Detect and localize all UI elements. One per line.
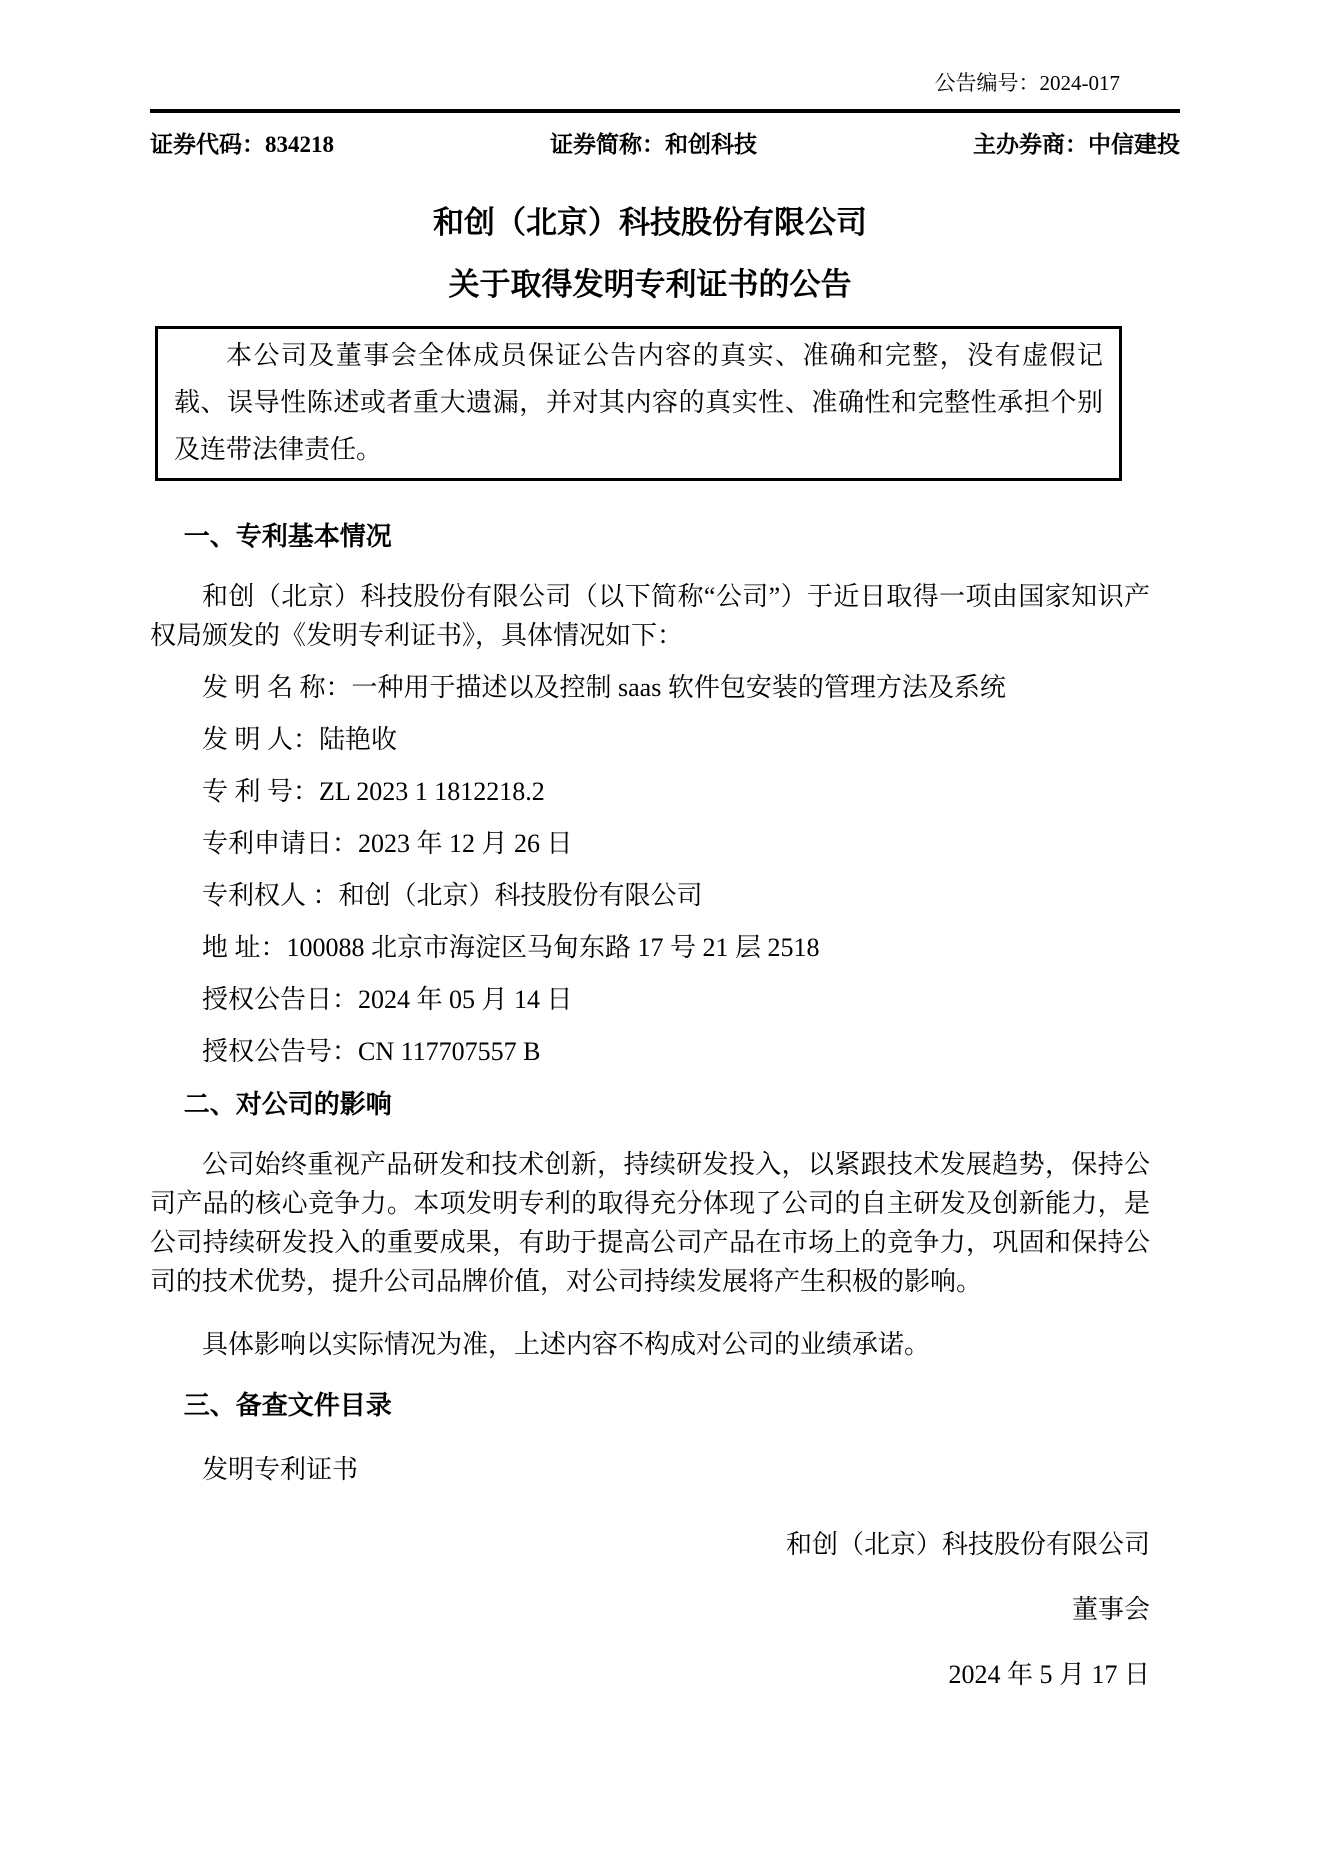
patent-detail-grant-number: 授权公告号：CN 117707557 B (202, 1037, 541, 1066)
patent-detail-application-date: 专利申请日：2023 年 12 月 26 日 (202, 829, 573, 858)
patent-detail-address: 地 址：100088 北京市海淀区马甸东路 17 号 21 层 2518 (202, 933, 820, 962)
sponsor-broker: 主办券商：中信建投 (973, 132, 1180, 157)
signature-company: 和创（北京）科技股份有限公司 (785, 1530, 1150, 1559)
reference-document-item: 发明专利证书 (202, 1455, 359, 1484)
patent-detail-inventor: 发 明 人：陆艳收 (202, 725, 398, 754)
section-3-heading: 三、备查文件目录 (183, 1390, 392, 1420)
disclaimer-box: 本公司及董事会全体成员保证公告内容的真实、准确和完整，没有虚假记载、误导性陈述或者重大遗漏，并对其内容的真实性、准确性和完整性承担个别及连带法律责任。 (155, 326, 1122, 481)
impact-paragraph: 公司始终重视产品研发和技术创新，持续研发投入，以紧跟技术发展趋势，保持公司产品的核心竞争力。本项发明专利的取得充分体现了公司的自主研发及创新能力，是公司持续研发投入的重要成果，有助于提高公司产品在市场上的竞争力，巩固和保持公司的技术优势，提升公司品牌价值，对公司持续发展将产生积极的影响。 (150, 1150, 1150, 1296)
section-1-heading: 一、专利基本情况 (183, 521, 392, 551)
stock-code: 证券代码：834218 (150, 132, 334, 157)
stock-short-name: 证券简称：和创科技 (550, 132, 757, 157)
signature-board: 董事会 (1071, 1595, 1150, 1624)
signature-date: 2024 年 5 月 17 日 (948, 1660, 1150, 1689)
section-1-intro: 和创（北京）科技股份有限公司（以下简称“公司”）于近日取得一项由国家知识产权局颁发的《发明专利证书》，具体情况如下： (150, 582, 1150, 650)
patent-detail-patentee: 专利权人 ：和创（北京）科技股份有限公司 (202, 881, 703, 910)
patent-details (150, 668, 1150, 1071)
patent-detail-invention-name: 发 明 名 称：一种用于描述以及控制 saas 软件包安装的管理方法及系统 (202, 673, 1006, 702)
patent-detail-grant-date: 授权公告日：2024 年 05 月 14 日 (202, 985, 573, 1014)
company-title: 和创（北京）科技股份有限公司 (433, 205, 867, 240)
section-2-heading: 二、对公司的影响 (183, 1089, 392, 1119)
announcement-title: 关于取得发明专利证书的公告 (448, 267, 852, 302)
securities-header-row (150, 130, 1180, 160)
patent-detail-patent-number: 专 利 号：ZL 2023 1 1812218.2 (202, 777, 545, 806)
announcement-number: 公告编号：2024-017 (934, 71, 1120, 95)
impact-note: 具体影响以实际情况为准，上述内容不构成对公司的业绩承诺。 (202, 1330, 931, 1359)
header-rule (150, 109, 1180, 113)
